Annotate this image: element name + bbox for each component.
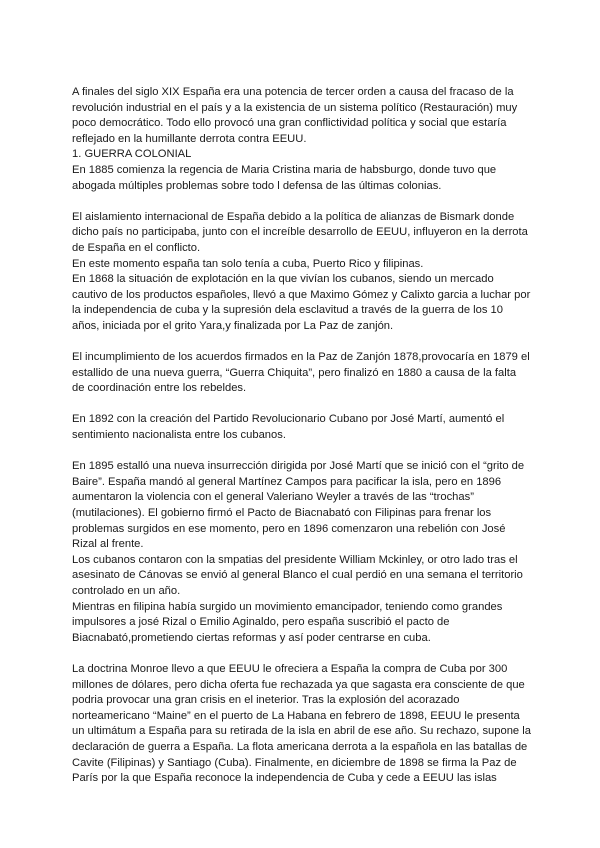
paragraph-guerra-chiquita (72, 350, 532, 397)
text-line: El incumplimiento de los acuerdos firmados en la Paz de Zanjón 1878,provocaría en 1879 el (72, 351, 530, 364)
paragraph-gap (72, 397, 532, 413)
text-line: declaración de guerra a España. La flota americana derrota a la española en las batallas de (72, 740, 528, 753)
text-line: dicho país no participaba, junto con el increíble desarrollo de EEUU, influyeron en la derrota (72, 226, 528, 239)
text-line: un ultimátum a España para su retirada de la isla en abril de ese año. Su rechazo, supone la (72, 725, 531, 738)
text-line: de España en el conflicto. (72, 241, 201, 254)
text-line: controlado en un año. (72, 585, 181, 597)
text-line: aumentaron la violencia con el general Valeriano Weyler a través de las “trochas” (72, 491, 474, 504)
paragraph-gap (72, 335, 532, 351)
text-line: reflejado en la humillante derrota contra EEUU. (72, 132, 307, 145)
paragraph-gap (72, 646, 532, 662)
text-line: En 1892 con la creación del Partido Revolucionario Cubano por José Martí, aumentó el (72, 413, 505, 426)
text-line: problemas surgidos en ese momento, pero en 1896 comenzaron una rebelión con José (72, 522, 506, 535)
paragraph-gap (72, 194, 532, 210)
text-line: París por la que España reconoce la independencia de Cuba y cede a EEUU las islas (72, 772, 497, 785)
text-line: En este momento españa tan solo tenía a cuba, Puerto Rico y filipinas. (72, 257, 424, 270)
text-line: En 1885 comienza la regencia de Maria Cristina maria de habsburgo, donde tuvo que (72, 163, 497, 176)
text-line: sentimiento nacionalista entre los cubanos. (72, 429, 286, 442)
text-line: revolución industrial en el país y a la existencia de un sistema político (Restauración) muy (72, 101, 518, 114)
text-line: millones de dólares, pero dicha oferta fue rechazada ya que sagasta era consciente de que (72, 678, 525, 691)
paragraph-insurreccion-1895 (72, 459, 532, 646)
text-line: (mutilaciones). El gobierno firmó el Pacto de Biacnabató con Filipinas para frenar los (72, 507, 492, 520)
paragraph-intro (72, 85, 532, 194)
text-line: En 1868 la situación de explotación en la que vivían los cubanos, siendo un mercado (72, 273, 494, 286)
text-line: poco democrático. Todo ello provocó una gran conflictividad política y social que estaría (72, 117, 507, 130)
text-line: la independencia de cuba y la supresión dela esclavitud a través de la guerra de los 10 (72, 304, 504, 317)
text-line: norteamericano “Maine” en el puerto de La Habana en febrero de 1898, EEUU le presenta (72, 709, 520, 722)
text-line: Biacnabató,prometiendo ciertas reformas y así poder centrarse en cuba. (72, 631, 431, 644)
paragraph-gap (72, 444, 532, 460)
text-line: La doctrina Monroe llevo a que EEUU le ofreciera a España la compra de Cuba por 300 (72, 662, 508, 675)
text-line: Los cubanos contaron con la smpatias del presidente William Mckinley, or otro lado tras el (72, 553, 518, 566)
text-line: El aislamiento internacional de España debido a la política de alianzas de Bismark donde (72, 210, 515, 223)
text-line: En 1895 estalló una nueva insurrección dirigida por José Martí que se inició con el “grito de (72, 460, 525, 473)
text-line: Baire”. España mandó al general Martínez Campos para pacificar la isla, pero en 1896 (72, 475, 502, 488)
paragraph-doctrina-monroe (72, 662, 532, 787)
text-line: asesinato de Cánovas se envió al general Blanco el cual perdió en una semana el territorio (72, 569, 523, 582)
text-line: de coordinación entre los rebeldes. (72, 382, 247, 395)
document-body (72, 85, 532, 787)
text-line: Mientras en filipina había surgido un movimiento emancipador, teniendo como grandes (72, 600, 503, 613)
text-line: estallido de una nueva guerra, “Guerra Chiquita”, pero finalizó en 1880 a causa de la falta (72, 366, 517, 379)
text-line: impulsores a josé Rizal o Emilio Aginaldo, pero españa suscribió el pacto de (72, 616, 450, 629)
section-heading: 1. GUERRA COLONIAL (72, 148, 192, 161)
text-line: podria provocar una gran crisis en el ineterior. Tras la explosión del acorazado (72, 694, 460, 707)
text-line: años, iniciada por el grito Yara,y finalizada por La Paz de zanjón. (72, 319, 394, 332)
text-line: A finales del siglo XIX España era una potencia de tercer orden a causa del fracaso de la (72, 86, 514, 98)
text-line: cautivo de los productos españoles, llevó a que Maximo Gómez y Calixto garcia a luchar por (72, 288, 531, 301)
text-line: Rizal al frente. (72, 538, 144, 551)
paragraph-isolation (72, 210, 532, 335)
paragraph-partido-revolucionario (72, 412, 532, 443)
text-line: abogada múltiples problemas sobre todo l defensa de las últimas colonias. (72, 179, 442, 192)
text-line: Cavite (Filipinas) y Santiago (Cuba). Finalmente, en diciembre de 1898 se firma la Paz de (72, 756, 517, 769)
